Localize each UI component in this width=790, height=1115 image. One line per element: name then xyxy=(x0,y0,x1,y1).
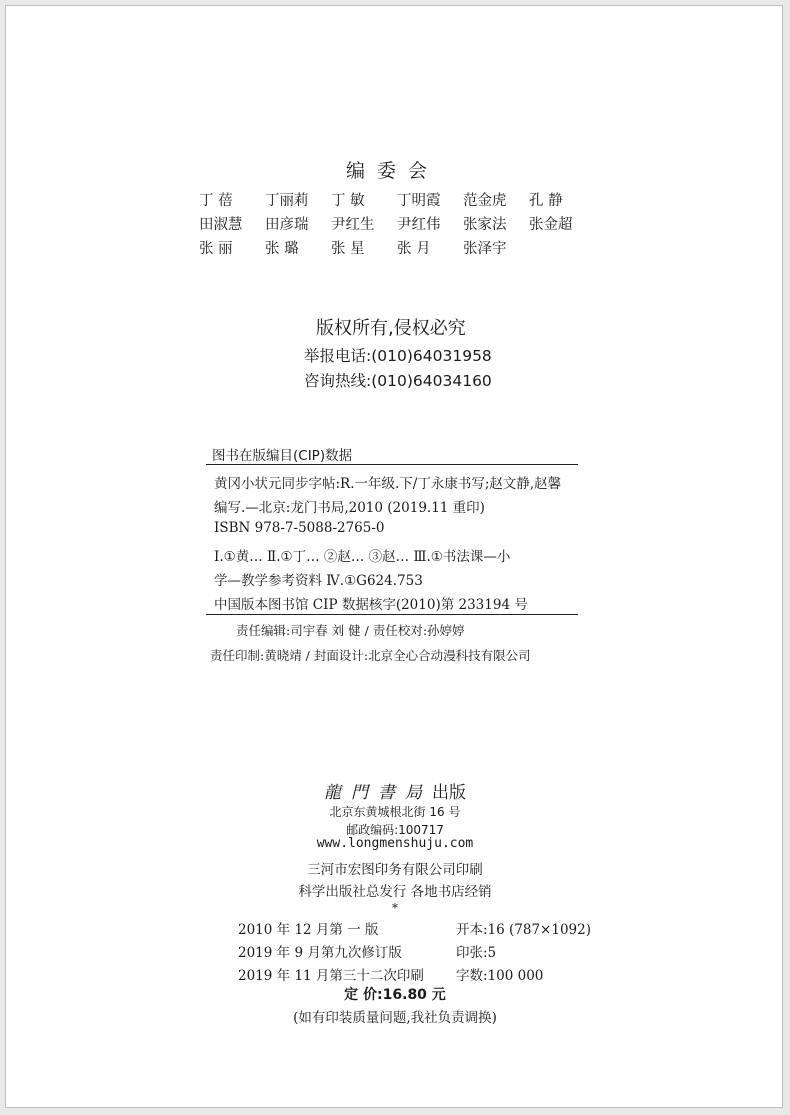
edition-date: 2019 年 11 月第三十二次印刷 xyxy=(238,968,424,984)
copyright-page xyxy=(5,5,783,1108)
committee-member: 张 丽 xyxy=(199,241,233,257)
committee-member: 尹红伟 xyxy=(397,217,441,233)
edition-date: 2010 年 12 月第 一 版 xyxy=(238,922,379,938)
edition-spec: 印张:5 xyxy=(456,945,497,961)
rights-title: 版权所有,侵权必究 xyxy=(316,318,466,339)
publisher-postcode: 邮政编码:100717 xyxy=(346,823,444,837)
cip-line: ISBN 978-7-5088-2765-0 xyxy=(214,520,385,536)
cip-line: 编写.—北京:龙门书局,2010 (2019.11 重印) xyxy=(214,500,485,516)
committee-member: 丁明霞 xyxy=(397,193,441,209)
committee-member: 田淑慧 xyxy=(199,217,243,233)
cip-bottom-rule xyxy=(206,614,578,615)
committee-member: 张 璐 xyxy=(265,241,299,257)
cip-line: 黄冈小状元同步字帖:R.一年级.下/丁永康书写;赵文静,赵馨 xyxy=(214,476,562,492)
committee-member: 张 月 xyxy=(397,241,431,257)
publisher-url: www.longmenshuju.com xyxy=(316,836,474,851)
cip-line: Ⅰ.①黄… Ⅱ.①丁… ②赵… ③赵… Ⅲ.①书法课—小 xyxy=(214,549,511,565)
publisher-logo-name: 龍門書局 xyxy=(324,783,432,803)
committee-member: 丁 敏 xyxy=(331,193,365,209)
committee-row-2 xyxy=(199,213,595,234)
committee-member: 尹红生 xyxy=(331,217,375,233)
production-credits: 责任印制:黄晓靖 / 封面设计:北京全心合动漫科技有限公司 xyxy=(210,648,531,663)
edition-date: 2019 年 9 月第九次修订版 xyxy=(238,945,402,961)
committee-title: 编委会 xyxy=(346,160,440,182)
cip-line: 学—教学参考资料 Ⅳ.①G624.753 xyxy=(214,573,423,589)
price: 定 价:16.80 元 xyxy=(344,987,446,1003)
editor-credits: 责任编辑:司宇春 刘 健 / 责任校对:孙婷婷 xyxy=(236,623,465,638)
committee-member: 田彦瑞 xyxy=(265,217,309,233)
cip-core-number: 中国版本图书馆 CIP 数据核字(2010)第 233194 号 xyxy=(214,597,528,613)
committee-member: 张 星 xyxy=(331,241,365,257)
committee-member: 张家法 xyxy=(463,217,507,233)
committee-row-3 xyxy=(199,237,529,258)
committee-member: 范金虎 xyxy=(463,193,507,209)
separator-star: * xyxy=(392,901,398,915)
committee-member: 丁 蓓 xyxy=(199,193,233,209)
committee-member: 张泽宇 xyxy=(463,241,507,257)
printer: 三河市宏图印务有限公司印刷 xyxy=(307,862,483,878)
quality-note: (如有印装质量问题,我社负责调换) xyxy=(293,1010,497,1026)
cip-heading: 图书在版编目(CIP)数据 xyxy=(212,448,353,464)
edition-row xyxy=(238,918,591,938)
publisher-address: 北京东黄城根北街 16 号 xyxy=(329,805,461,819)
publisher-line xyxy=(6,778,784,803)
distributor: 科学出版社总发行 各地书店经销 xyxy=(298,884,492,900)
committee-member: 张金超 xyxy=(529,217,573,233)
consult-hotline: 咨询热线:(010)64034160 xyxy=(304,372,492,390)
report-hotline: 举报电话:(010)64031958 xyxy=(304,347,492,365)
edition-spec: 字数:100 000 xyxy=(456,968,544,984)
edition-row xyxy=(238,941,496,961)
edition-row xyxy=(238,964,543,984)
committee-member: 丁丽莉 xyxy=(265,193,309,209)
publisher-suffix: 出版 xyxy=(432,783,466,803)
edition-spec: 开本:16 (787×1092) xyxy=(456,922,591,938)
committee-row-1 xyxy=(199,189,595,210)
cip-top-rule xyxy=(206,464,578,465)
committee-member: 孔 静 xyxy=(529,193,563,209)
